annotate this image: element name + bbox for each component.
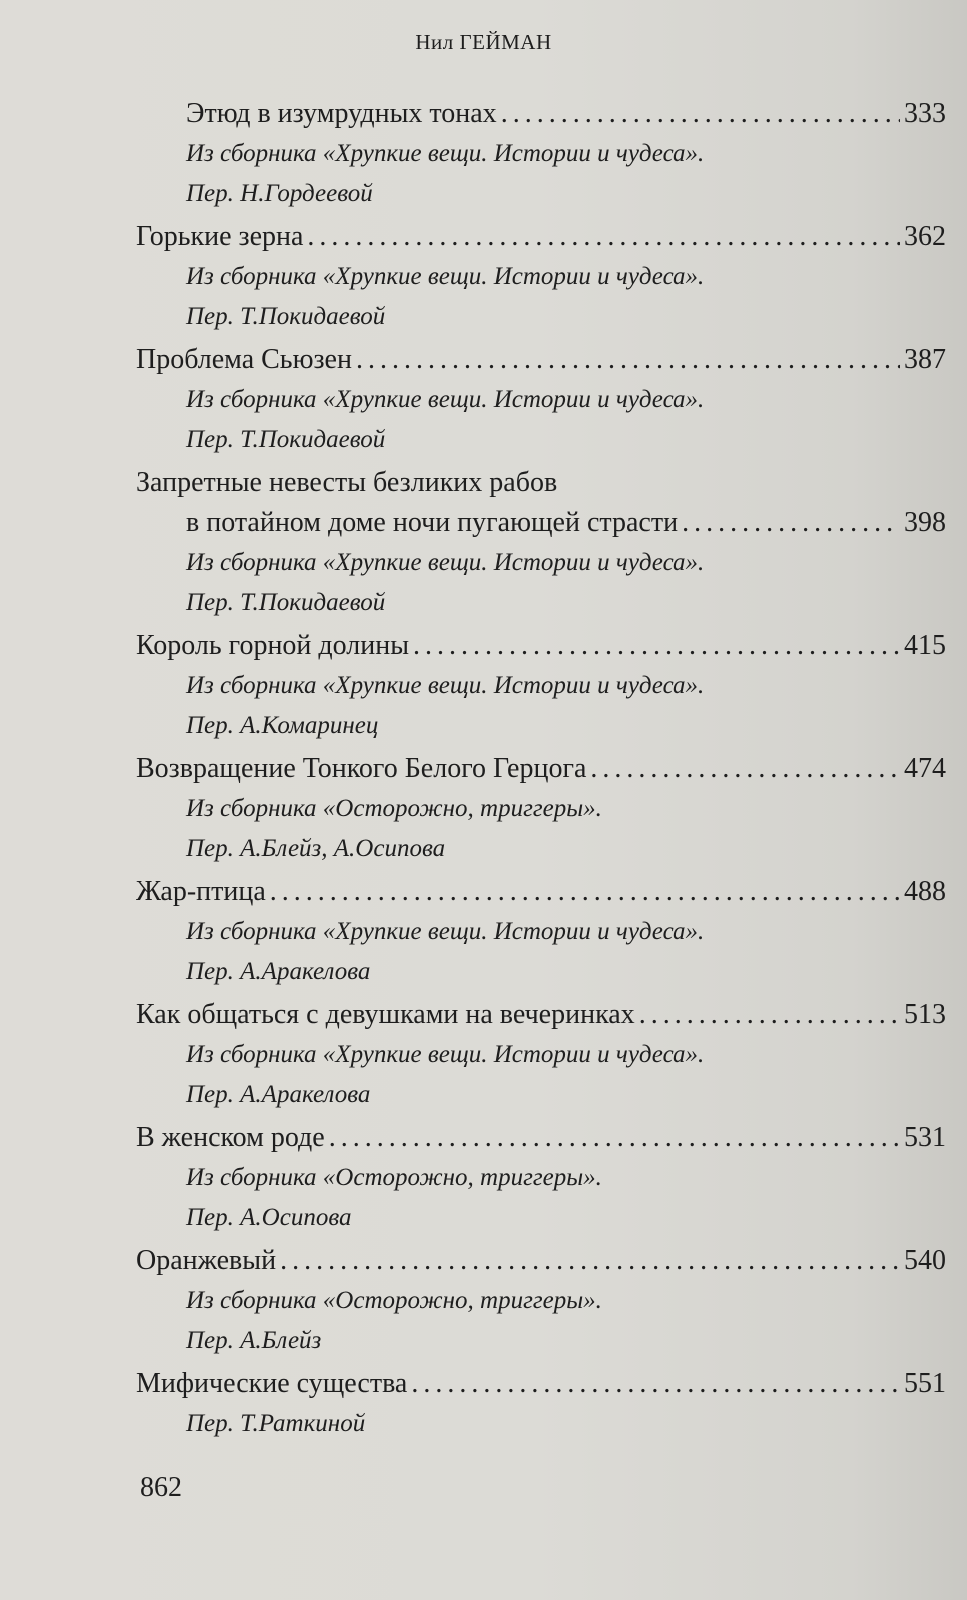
toc-title-row bbox=[136, 872, 946, 912]
toc-title-row bbox=[136, 749, 946, 789]
toc-title: Возвращение Тонкого Белого Герцога bbox=[136, 753, 587, 784]
toc-title-row bbox=[136, 340, 946, 380]
toc-title: Как общаться с девушками на вечеринках bbox=[136, 999, 635, 1030]
toc-source: Из сборника «Хрупкие вещи. Истории и чудеса». bbox=[186, 1041, 705, 1068]
toc-title-row bbox=[136, 626, 946, 666]
toc-translator: Пер. А.Аракелова bbox=[186, 958, 371, 985]
toc-page-number: 531 bbox=[904, 1122, 946, 1153]
dot-leader bbox=[411, 1364, 900, 1404]
toc-source: Из сборника «Хрупкие вещи. Истории и чудеса». bbox=[186, 140, 705, 167]
page-number: 862 bbox=[140, 1472, 182, 1503]
toc-translator: Пер. Т.Раткиной bbox=[186, 1410, 366, 1437]
toc-entry bbox=[136, 872, 946, 992]
toc-entry bbox=[136, 340, 946, 460]
toc-source: Из сборника «Осторожно, триггеры». bbox=[186, 1164, 602, 1191]
dot-leader bbox=[590, 749, 900, 789]
toc-page-number: 387 bbox=[904, 344, 946, 375]
toc-page-number: 540 bbox=[904, 1245, 946, 1276]
toc-source: Из сборника «Осторожно, триггеры». bbox=[186, 795, 602, 822]
running-head: Нил ГЕЙМАН bbox=[415, 30, 552, 54]
toc-title: в потайном доме ночи пугающей страсти bbox=[186, 507, 679, 538]
toc-translator: Пер. Т.Покидаевой bbox=[186, 426, 386, 453]
toc-translator: Пер. Т.Покидаевой bbox=[186, 589, 386, 616]
dot-leader bbox=[639, 995, 900, 1035]
toc-entry bbox=[136, 626, 946, 746]
toc-translator: Пер. А.Блейз bbox=[186, 1327, 322, 1354]
toc-title: Жар-птица bbox=[136, 876, 266, 907]
dot-leader bbox=[329, 1118, 900, 1158]
dot-leader bbox=[501, 94, 900, 134]
toc-source: Из сборника «Хрупкие вещи. Истории и чудеса». bbox=[186, 386, 705, 413]
toc-translator: Пер. Т.Покидаевой bbox=[186, 303, 386, 330]
toc-title-row bbox=[136, 995, 946, 1035]
dot-leader bbox=[413, 626, 900, 666]
toc-page-number: 474 bbox=[904, 753, 946, 784]
dot-leader bbox=[270, 872, 900, 912]
toc-title: Король горной долины bbox=[136, 630, 410, 661]
toc-translator: Пер. Н.Гордеевой bbox=[186, 180, 373, 207]
toc-source: Из сборника «Хрупкие вещи. Истории и чудеса». bbox=[186, 549, 705, 576]
toc-entry bbox=[136, 217, 946, 337]
toc-entry bbox=[136, 1118, 946, 1238]
toc-title-row bbox=[136, 1364, 946, 1404]
toc-entry bbox=[136, 1364, 946, 1444]
toc-translator: Пер. А.Комаринец bbox=[186, 712, 379, 739]
toc-entry bbox=[136, 463, 946, 623]
dot-leader bbox=[682, 503, 900, 543]
toc-page-number: 333 bbox=[904, 98, 946, 129]
toc-title-row bbox=[136, 94, 946, 134]
toc-source: Из сборника «Хрупкие вещи. Истории и чудеса». bbox=[186, 263, 705, 290]
dot-leader bbox=[307, 217, 900, 257]
toc-entry bbox=[136, 749, 946, 869]
toc-title: Этюд в изумрудных тонах bbox=[186, 98, 497, 129]
toc-title-row bbox=[136, 1118, 946, 1158]
toc-translator: Пер. А.Блейз, А.Осипова bbox=[186, 835, 446, 862]
toc-page-number: 362 bbox=[904, 221, 946, 252]
toc-page-number: 415 bbox=[904, 630, 946, 661]
toc-page-number: 551 bbox=[904, 1368, 946, 1399]
toc-entry bbox=[136, 995, 946, 1115]
toc-title: В женском роде bbox=[136, 1122, 325, 1153]
toc-translator: Пер. А.Аракелова bbox=[186, 1081, 371, 1108]
toc-page-number: 513 bbox=[904, 999, 946, 1030]
toc-title-row bbox=[136, 503, 946, 543]
dot-leader bbox=[356, 340, 900, 380]
dot-leader bbox=[280, 1241, 900, 1281]
toc-source: Из сборника «Хрупкие вещи. Истории и чудеса». bbox=[186, 672, 705, 699]
toc-title: Мифические существа bbox=[136, 1368, 408, 1399]
toc-title-row bbox=[136, 217, 946, 257]
toc-page-number: 398 bbox=[904, 507, 946, 538]
toc-source: Из сборника «Хрупкие вещи. Истории и чудеса». bbox=[186, 918, 705, 945]
toc-title: Горькие зерна bbox=[136, 221, 304, 252]
toc-source: Из сборника «Осторожно, триггеры». bbox=[186, 1287, 602, 1314]
toc-page-number: 488 bbox=[904, 876, 946, 907]
toc-title-row bbox=[136, 463, 946, 503]
toc-title: Проблема Сьюзен bbox=[136, 344, 352, 375]
toc-title-line1: Запретные невесты безликих рабов bbox=[136, 467, 558, 498]
toc-title-row bbox=[136, 1241, 946, 1281]
toc-entry bbox=[136, 94, 946, 214]
toc-translator: Пер. А.Осипова bbox=[186, 1204, 352, 1231]
toc-entry bbox=[136, 1241, 946, 1361]
toc-title: Оранжевый bbox=[136, 1245, 277, 1276]
table-of-contents bbox=[136, 94, 946, 1447]
